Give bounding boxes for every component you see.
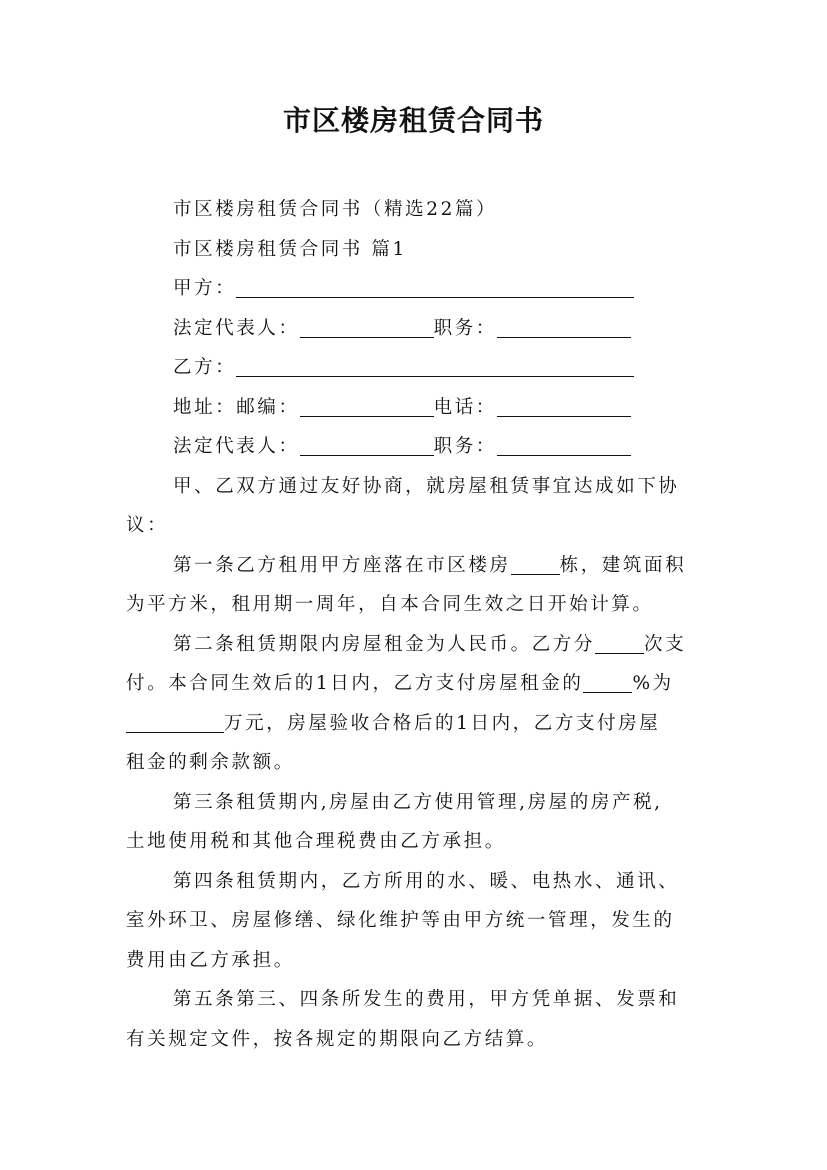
article-2-line-2 bbox=[126, 664, 712, 704]
intro-text-1: 甲、乙双方通过友好协商，就房屋租赁事宜达成如下协 bbox=[173, 475, 680, 497]
party-b-line bbox=[126, 348, 712, 388]
article-2-line-1 bbox=[126, 625, 712, 665]
article-5-text-b: 有关规定文件，按各规定的期限向乙方结算。 bbox=[126, 1028, 549, 1050]
legal-rep-line-2 bbox=[126, 427, 712, 467]
article-1-text-c: 为平方米，租用期一周年，自本合同生效之日开始计算。 bbox=[126, 594, 654, 615]
address-line bbox=[126, 388, 712, 428]
building-number-blank bbox=[511, 552, 560, 575]
intro-line-2 bbox=[126, 506, 712, 546]
percent-blank bbox=[583, 670, 632, 693]
article-1-line-2 bbox=[126, 585, 712, 625]
intro-text-2: 议： bbox=[126, 515, 169, 536]
document-title: 市区楼房租赁合同书 bbox=[282, 104, 544, 137]
section-heading-text: 市区楼房租赁合同书 篇1 bbox=[173, 238, 407, 260]
article-2-line-3 bbox=[126, 704, 712, 744]
legal-rep-blank-1 bbox=[300, 315, 434, 338]
article-1-text-b: 栋，建筑面积 bbox=[559, 554, 687, 576]
party-a-label: 甲方： bbox=[173, 278, 237, 299]
phone-label: 电话： bbox=[433, 396, 497, 418]
article-3-text-b: 土地使用税和其他合理税费由乙方承担。 bbox=[126, 831, 506, 852]
article-2-text-b: 次支 bbox=[644, 633, 687, 655]
position-label-1: 职务： bbox=[433, 317, 497, 339]
address-label: 地址：邮编： bbox=[173, 396, 300, 418]
article-2-text-a: 第二条租赁期限内房屋租金为人民币。乙方分 bbox=[173, 633, 596, 655]
article-4-line-1 bbox=[126, 862, 712, 902]
article-4-text-c: 费用由乙方承担。 bbox=[126, 949, 295, 971]
position-blank-2 bbox=[497, 433, 631, 456]
subtitle-line bbox=[126, 190, 712, 230]
article-2-text-d: %为 bbox=[632, 673, 674, 694]
amount-blank bbox=[126, 710, 224, 733]
article-2-text-e: 万元，房屋验收合格后的1日内，乙方支付房屋 bbox=[224, 712, 661, 734]
article-2-text-f: 租金的剩余款额。 bbox=[126, 752, 295, 773]
legal-rep-label-2: 法定代表人： bbox=[173, 436, 300, 457]
party-b-blank bbox=[236, 354, 634, 377]
section-heading bbox=[126, 230, 712, 270]
article-1-line-1 bbox=[126, 546, 712, 586]
article-5-line-2 bbox=[126, 1020, 712, 1060]
article-4-line-3 bbox=[126, 941, 712, 981]
party-a-line bbox=[126, 269, 712, 309]
intro-line-1 bbox=[126, 467, 712, 507]
party-a-blank bbox=[236, 275, 634, 298]
legal-rep-label-1: 法定代表人： bbox=[173, 317, 300, 339]
postcode-blank bbox=[300, 394, 434, 417]
article-5-line-1 bbox=[126, 980, 712, 1020]
article-3-line-2 bbox=[126, 822, 712, 862]
article-3-text-a: 第三条租赁期内,房屋由乙方使用管理,房屋的房产税, bbox=[173, 791, 663, 813]
subtitle-text: 市区楼房租赁合同书（精选22篇） bbox=[173, 199, 498, 220]
article-5-text-a: 第五条第三、四条所发生的费用，甲方凭单据、发票和 bbox=[173, 989, 680, 1010]
legal-rep-line-1 bbox=[126, 309, 712, 349]
document-body bbox=[126, 190, 712, 1059]
legal-rep-blank-2 bbox=[300, 433, 434, 456]
article-2-text-c: 付。本合同生效后的1日内，乙方支付房屋租金的 bbox=[126, 673, 584, 694]
article-4-text-a: 第四条租赁期内，乙方所用的水、暖、电热水、通讯、 bbox=[173, 870, 680, 892]
article-4-text-b: 室外环卫、房屋修缮、绿化维护等由甲方统一管理，发生的 bbox=[126, 910, 675, 931]
installments-blank bbox=[595, 631, 644, 654]
position-blank-1 bbox=[497, 315, 631, 338]
article-3-line-1 bbox=[126, 783, 712, 823]
article-4-line-2 bbox=[126, 901, 712, 941]
article-2-line-4 bbox=[126, 743, 712, 783]
phone-blank bbox=[497, 394, 631, 417]
position-label-2: 职务： bbox=[433, 436, 497, 457]
party-b-label: 乙方： bbox=[173, 357, 237, 378]
article-1-text-a: 第一条乙方租用甲方座落在市区楼房 bbox=[173, 554, 511, 576]
